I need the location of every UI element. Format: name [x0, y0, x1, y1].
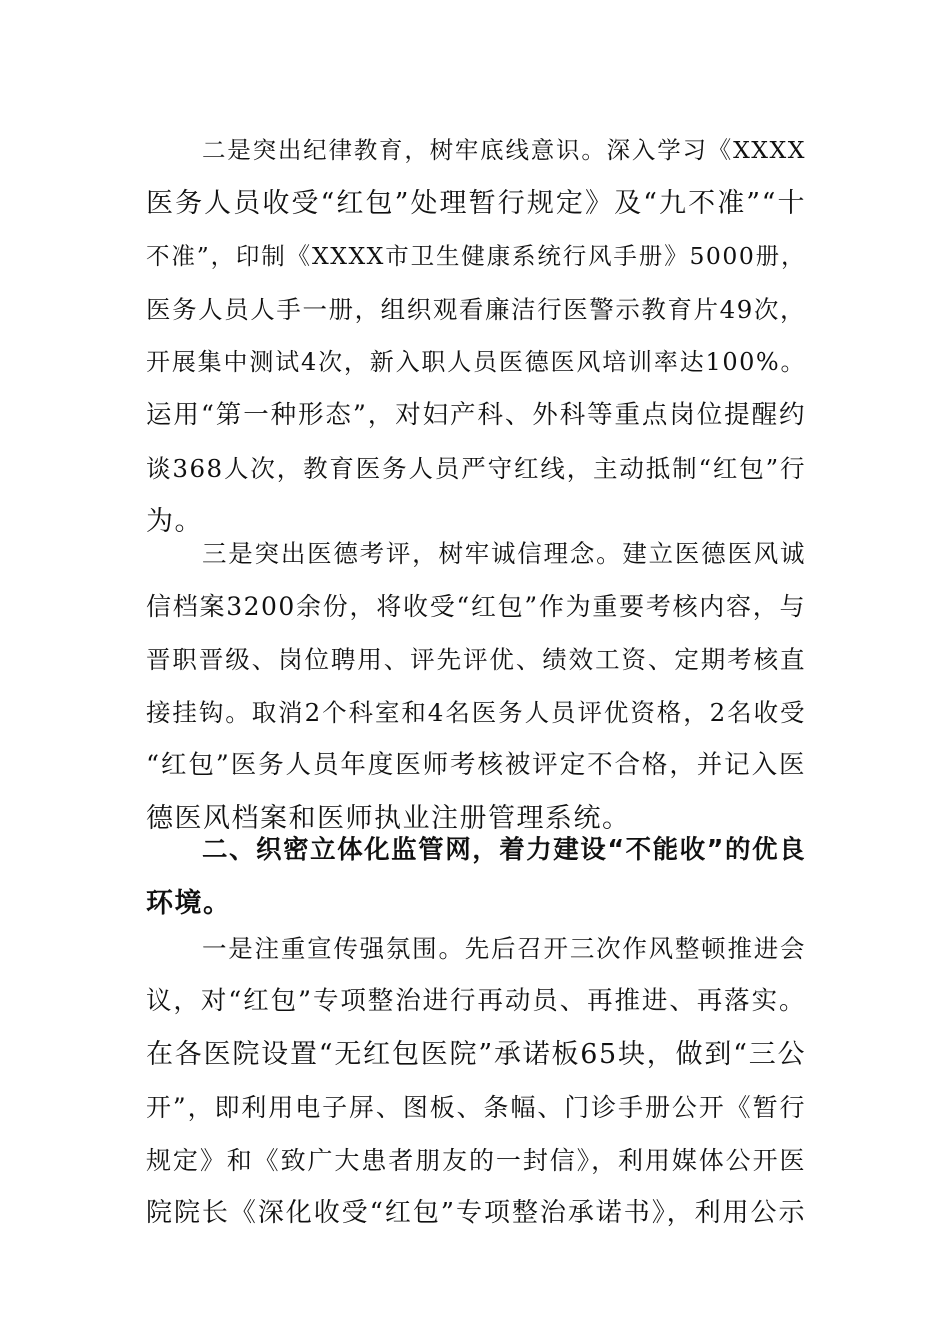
section-heading — [146, 824, 806, 930]
text-line: 医务人员收受“红包”处理暂行规定》及“九不准”“十 — [146, 188, 806, 219]
text-line: 开展集中测试4次，新入职人员医德医风培训率达100%。 — [146, 348, 806, 376]
text-line: 议，对“红包”专项整治进行再动员、再推进、再落实。 — [146, 986, 806, 1016]
paragraph-ethics-evaluation — [146, 527, 806, 845]
text-line: 信档案3200余份，将收受“红包”作为重要考核内容，与 — [146, 592, 806, 621]
text-line: 接挂钩。取消2个科室和4名医务人员评优资格，2名收受 — [146, 698, 806, 727]
text-line: 谈368人次，教育医务人员严守红线，主动抵制“红包”行 — [146, 454, 806, 483]
text-line: 为。 — [146, 506, 203, 537]
heading-line: 环境。 — [146, 888, 232, 919]
text-line: 院院长《深化收受“红包”专项整治承诺书》，利用公示 — [146, 1198, 806, 1228]
paragraph-publicity — [146, 922, 806, 1240]
paragraph-discipline-education — [146, 124, 806, 548]
text-line: “红包”医务人员年度医师考核被评定不合格，并记入医 — [146, 750, 806, 780]
text-line: 德医风档案和医师执业注册管理系统。 — [146, 803, 631, 834]
text-line: 开”，即利用电子屏、图板、条幅、门诊手册公开《暂行 — [146, 1093, 806, 1122]
text-line: 运用“第一种形态”，对妇产科、外科等重点岗位提醒约 — [146, 400, 806, 430]
text-line: 医务人员人手一册，组织观看廉洁行医警示教育片49次， — [146, 295, 806, 324]
text-line: 三是突出医德考评，树牢诚信理念。建立医德医风诚 — [202, 539, 806, 568]
heading-line: 二、织密立体化监管网，着力建设“不能收”的优良 — [202, 835, 806, 865]
text-line: 晋职晋级、岗位聘用、评先评优、绩效工资、定期考核直 — [146, 645, 806, 674]
text-line: 不准”，印制《XXXX市卫生健康系统行风手册》5000册， — [146, 242, 806, 270]
text-line: 二是突出纪律教育，树牢底线意识。深入学习《XXXX — [202, 136, 806, 164]
text-line: 在各医院设置“无红包医院”承诺板65块，做到“三公 — [146, 1039, 806, 1070]
text-line: 规定》和《致广大患者朋友的一封信》，利用媒体公开医 — [146, 1146, 806, 1175]
text-line: 一是注重宣传强氛围。先后召开三次作风整顿推进会 — [202, 934, 806, 963]
